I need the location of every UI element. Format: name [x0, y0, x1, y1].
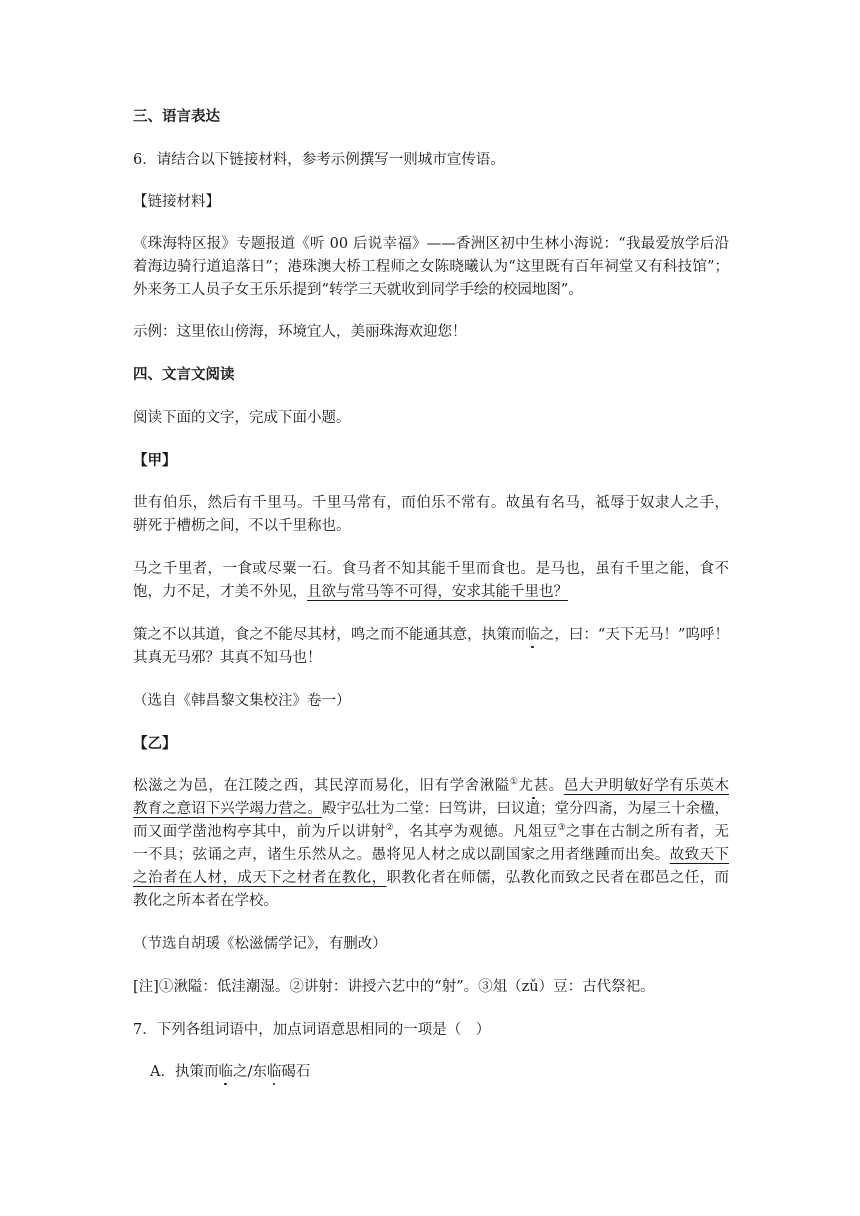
jia-paragraph-3-line-1 — [133, 625, 729, 645]
yi-line-5 — [133, 868, 729, 888]
question-7-stem: 7．下列各组词语中，加点词语意思相同的一项是（ ） — [133, 1022, 491, 1038]
yi-l4-text: 一不具；弦诵之声，诸生乐然从之。愚将见人材之成以副国家之用者继踵而出矣。 — [133, 847, 670, 863]
material-line-1: 《珠海特区报》专题报道《听 00 后说幸福》——香洲区初中生林小海说：“我最爱放学后沿 — [133, 236, 729, 252]
yi-line-3 — [133, 822, 729, 842]
jia-source: （选自《韩昌黎文集校注》卷一） — [133, 693, 351, 709]
yi-l3-text-c: 之事在古制之所有者，无 — [565, 824, 730, 840]
yi-underlined-sentence-2a: 故致天下 — [669, 847, 729, 863]
jia-paragraph-1-line-1: 世有伯乐，然后有千里马。千里马常有，而伯乐不常有。故虽有名马，祗辱于奴隶人之手， — [133, 495, 729, 511]
option-a-dotted-1: 临 — [218, 1064, 233, 1080]
dotted-word-youshen: 尤甚 — [518, 778, 549, 794]
jia-p2-plain-text: 饱，力不足，才美不外见， — [133, 584, 307, 600]
jia-paragraph-2-line-2 — [133, 582, 568, 602]
footnote-marker-3: ③ — [557, 823, 566, 834]
jia-paragraph-1-line-2: 骈死于槽枥之间，不以千里称也。 — [133, 518, 351, 534]
passage-jia-label: 【甲】 — [133, 452, 177, 469]
section-heading-classical-reading: 四、文言文阅读 — [133, 366, 235, 383]
yi-line-6: 教化之所本者在学校。 — [133, 893, 278, 909]
yi-l3-text-b: ，名其亭为观德。凡俎豆 — [394, 824, 558, 840]
footnote-marker-1: ① — [509, 777, 519, 788]
yi-underlined-sentence-1a: 邑大尹明敏好学有乐英木 — [563, 778, 730, 794]
jia-paragraph-2-line-1: 马之千里者，一食或尽粟一石。食马者不知其能千里而食也。是马也，虽有千里之能，食不 — [133, 561, 729, 577]
yi-l5-text: 职教化者在师儒，弘教化而致之民者在郡邑之任，而 — [386, 870, 730, 886]
material-line-3: 外来务工人员子女王乐乐提到“转学三天就收到同学手绘的校园地图”。 — [133, 282, 583, 298]
yi-line-2 — [133, 799, 729, 819]
material-line-2: 着海边骑行道追落日”；港珠澳大桥工程师之女陈晓曦认为“这里既有百年祠堂又有科技馆”； — [133, 259, 729, 275]
question-7-option-a — [150, 1062, 310, 1082]
yi-l2-text: 殿宇弘壮为二堂：曰笃讲，曰议道；堂分四斋，为屋三十余楹， — [322, 801, 730, 817]
question-6-stem: 6．请结合以下链接材料，参考示例撰写一则城市宣传语。 — [133, 152, 505, 168]
dotted-word-lin: 临 — [525, 627, 540, 643]
example-text: 示例：这里依山傍海，环境宜人，美丽珠海欢迎您！ — [133, 324, 467, 340]
reading-instruction: 阅读下面的文字，完成下面小题。 — [133, 410, 351, 426]
section-heading-language-expression: 三、语言表达 — [133, 108, 220, 125]
footnote-marker-2: ② — [385, 823, 395, 834]
yi-l1-text: 松滋之为邑，在江陵之西，其民淳而易化，旧有学舍湫隘 — [133, 778, 510, 794]
jia-paragraph-3-line-2: 其真无马邪？其真不知马也！ — [133, 650, 322, 666]
option-a-text-a: A．执策而 — [150, 1064, 219, 1080]
footnotes: [注]①湫隘：低洼潮湿。②讲射：讲授六艺中的“射”。③俎（zǔ）豆：古代祭祀。 — [133, 979, 655, 995]
jia-p3-text-b: 之，曰：“天下无马！”呜呼！ — [539, 627, 730, 643]
option-a-text-b: 之/东 — [232, 1064, 267, 1080]
yi-line-4 — [133, 845, 729, 865]
yi-l3-text-a: 而又面学凿池构亭其中，前为斤以讲射 — [133, 824, 386, 840]
material-heading: 【链接材料】 — [133, 194, 220, 210]
yi-source: （节选自胡瑗《松滋儒学记》，有删改） — [133, 936, 387, 952]
yi-l1-period: 。 — [548, 778, 564, 794]
yi-underlined-sentence-1b: 教育之意诏下兴学竭力营之。 — [133, 801, 322, 817]
yi-line-1 — [133, 776, 729, 796]
jia-p2-underlined-sentence: 且欲与常马等不可得，安求其能千里也？ — [307, 584, 568, 600]
jia-p3-text-a: 策之不以其道，食之不能尽其材，鸣之而不能通其意，执策而 — [133, 627, 526, 643]
option-a-text-c: 碣石 — [281, 1064, 311, 1080]
option-a-dotted-2: 临 — [266, 1064, 282, 1080]
passage-yi-label: 【乙】 — [133, 735, 177, 752]
yi-underlined-sentence-2b: 之治者在人材，成天下之材者在教化， — [133, 870, 387, 886]
